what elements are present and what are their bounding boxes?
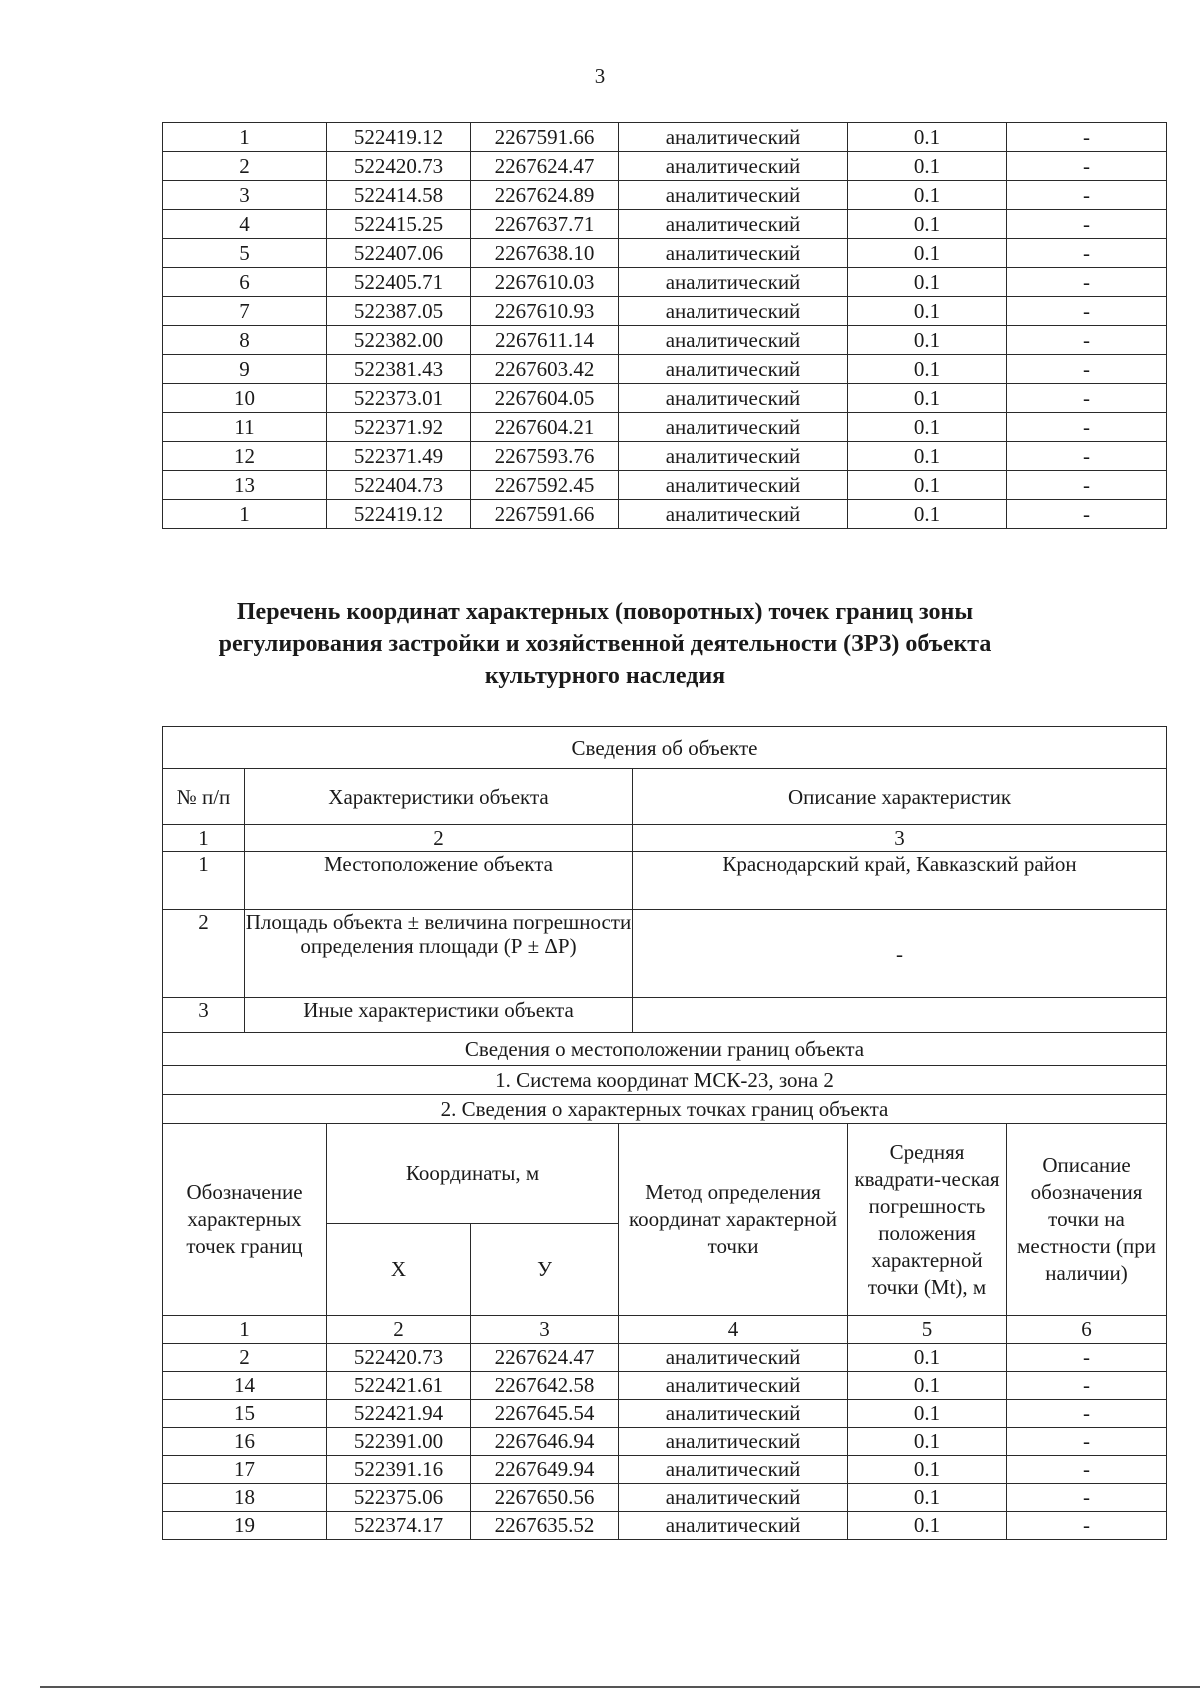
- description-cell: -: [1007, 471, 1167, 500]
- method-cell: аналитический: [619, 1456, 848, 1484]
- description-cell: -: [1007, 326, 1167, 355]
- coord-y-cell: 2267645.54: [471, 1400, 619, 1428]
- description-area: -: [633, 910, 1167, 998]
- coord-y-cell: 2267592.45: [471, 471, 619, 500]
- coord-x-cell: 522404.73: [327, 471, 471, 500]
- column-number: 3: [633, 825, 1167, 852]
- coord-y-cell: 2267603.42: [471, 355, 619, 384]
- mean-square-error-cell: 0.1: [848, 1372, 1007, 1400]
- column-number: 1: [163, 1316, 327, 1344]
- description-cell: -: [1007, 1512, 1167, 1540]
- coord-x-cell: 522387.05: [327, 297, 471, 326]
- boundary-points-table: [162, 1123, 1167, 1540]
- coord-y-cell: 2267635.52: [471, 1512, 619, 1540]
- mean-square-error-cell: 0.1: [848, 442, 1007, 471]
- coord-x-cell: 522421.94: [327, 1400, 471, 1428]
- coord-x-cell: 522420.73: [327, 1344, 471, 1372]
- method-cell: аналитический: [619, 268, 848, 297]
- object-info-header: Сведения об объекте: [163, 727, 1167, 769]
- coord-y-cell: 2267610.03: [471, 268, 619, 297]
- col-designation-header: Обозначение характерных точек границ: [163, 1124, 327, 1316]
- mean-square-error-cell: 0.1: [848, 239, 1007, 268]
- table-row: [163, 442, 1167, 471]
- mean-square-error-cell: 0.1: [848, 152, 1007, 181]
- method-cell: аналитический: [619, 181, 848, 210]
- coord-x-cell: 522415.25: [327, 210, 471, 239]
- col-note-header: Описание обозначения точки на местности (при наличии): [1007, 1124, 1167, 1316]
- col-error-header: Средняя квадрати-ческая погрешность положения характерной точки (Мt), м: [848, 1124, 1007, 1316]
- coord-y-cell: 2267650.56: [471, 1484, 619, 1512]
- method-cell: аналитический: [619, 152, 848, 181]
- points-header: 2. Сведения о характерных точках границ объекта: [163, 1095, 1167, 1124]
- description-cell: -: [1007, 1372, 1167, 1400]
- mean-square-error-cell: 0.1: [848, 1400, 1007, 1428]
- mean-square-error-cell: 0.1: [848, 413, 1007, 442]
- column-number: 3: [471, 1316, 619, 1344]
- description-cell: -: [1007, 297, 1167, 326]
- mean-square-error-cell: 0.1: [848, 1428, 1007, 1456]
- method-cell: аналитический: [619, 326, 848, 355]
- mean-square-error-cell: 0.1: [848, 500, 1007, 529]
- mean-square-error-cell: 0.1: [848, 326, 1007, 355]
- description-cell: -: [1007, 442, 1167, 471]
- col-method-header: Метод определения координат характерной точки: [619, 1124, 848, 1316]
- method-cell: аналитический: [619, 1428, 848, 1456]
- point-id-cell: 10: [163, 384, 327, 413]
- description-cell: -: [1007, 1456, 1167, 1484]
- coord-x-cell: 522391.00: [327, 1428, 471, 1456]
- coord-y-cell: 2267593.76: [471, 442, 619, 471]
- method-cell: аналитический: [619, 355, 848, 384]
- description-cell: -: [1007, 152, 1167, 181]
- method-cell: аналитический: [619, 239, 848, 268]
- table-row: [163, 1428, 1167, 1456]
- col-x-header: Х: [327, 1224, 471, 1316]
- description-cell: -: [1007, 1344, 1167, 1372]
- method-cell: аналитический: [619, 500, 848, 529]
- table-row: [163, 210, 1167, 239]
- table-row: [163, 239, 1167, 268]
- table-row: [163, 181, 1167, 210]
- coord-y-cell: 2267642.58: [471, 1372, 619, 1400]
- coord-x-cell: 522382.00: [327, 326, 471, 355]
- coord-y-cell: 2267637.71: [471, 210, 619, 239]
- description-location: Краснодарский край, Кавказский район: [633, 852, 1167, 910]
- characteristic-other: Иные характеристики объекта: [245, 998, 633, 1033]
- coord-x-cell: 522414.58: [327, 181, 471, 210]
- description-cell: -: [1007, 181, 1167, 210]
- characteristic-area: Площадь объекта ± величина погрешности определения площади (Р ± ΔР): [245, 910, 633, 998]
- coord-y-cell: 2267638.10: [471, 239, 619, 268]
- table-row: [163, 123, 1167, 152]
- col-description-header: Описание характеристик: [633, 769, 1167, 825]
- column-number: 4: [619, 1316, 848, 1344]
- point-id-cell: 5: [163, 239, 327, 268]
- table-row: [163, 152, 1167, 181]
- description-cell: -: [1007, 239, 1167, 268]
- table-row: [163, 471, 1167, 500]
- footer-line: [40, 1686, 1200, 1688]
- col-y-header: У: [471, 1224, 619, 1316]
- description-other: [633, 998, 1167, 1033]
- coord-x-cell: 522371.92: [327, 413, 471, 442]
- mean-square-error-cell: 0.1: [848, 471, 1007, 500]
- point-id-cell: 9: [163, 355, 327, 384]
- point-id-cell: 13: [163, 471, 327, 500]
- coord-y-cell: 2267624.89: [471, 181, 619, 210]
- table-row: [163, 500, 1167, 529]
- method-cell: аналитический: [619, 413, 848, 442]
- mean-square-error-cell: 0.1: [848, 1456, 1007, 1484]
- description-cell: -: [1007, 123, 1167, 152]
- method-cell: аналитический: [619, 1372, 848, 1400]
- column-number: 1: [163, 825, 245, 852]
- table-row: [163, 1512, 1167, 1540]
- location-header: Сведения о местоположении границ объекта: [163, 1033, 1167, 1066]
- point-id-cell: 19: [163, 1512, 327, 1540]
- column-number: 6: [1007, 1316, 1167, 1344]
- row-number: 2: [163, 910, 245, 998]
- mean-square-error-cell: 0.1: [848, 1344, 1007, 1372]
- coord-x-cell: 522374.17: [327, 1512, 471, 1540]
- description-cell: -: [1007, 1428, 1167, 1456]
- coord-y-cell: 2267624.47: [471, 152, 619, 181]
- table-row: [163, 1400, 1167, 1428]
- table-row: [163, 1456, 1167, 1484]
- method-cell: аналитический: [619, 210, 848, 239]
- coord-y-cell: 2267604.05: [471, 384, 619, 413]
- point-id-cell: 7: [163, 297, 327, 326]
- mean-square-error-cell: 0.1: [848, 384, 1007, 413]
- title-line-2: регулирования застройки и хозяйственной деятельности (ЗРЗ) объекта: [218, 631, 992, 657]
- description-cell: -: [1007, 355, 1167, 384]
- coord-x-cell: 522373.01: [327, 384, 471, 413]
- coord-y-cell: 2267646.94: [471, 1428, 619, 1456]
- col-characteristics-header: Характеристики объекта: [245, 769, 633, 825]
- coord-x-cell: 522371.49: [327, 442, 471, 471]
- point-id-cell: 11: [163, 413, 327, 442]
- coord-y-cell: 2267649.94: [471, 1456, 619, 1484]
- coord-x-cell: 522420.73: [327, 152, 471, 181]
- mean-square-error-cell: 0.1: [848, 355, 1007, 384]
- characteristic-location: Местоположение объекта: [245, 852, 633, 910]
- method-cell: аналитический: [619, 297, 848, 326]
- coord-y-cell: 2267604.21: [471, 413, 619, 442]
- coord-x-cell: 522375.06: [327, 1484, 471, 1512]
- method-cell: аналитический: [619, 1512, 848, 1540]
- coord-y-cell: 2267591.66: [471, 123, 619, 152]
- method-cell: аналитический: [619, 1344, 848, 1372]
- point-id-cell: 3: [163, 181, 327, 210]
- col-number-header: № п/п: [163, 769, 245, 825]
- object-info-table: [162, 726, 1167, 1124]
- point-id-cell: 8: [163, 326, 327, 355]
- point-id-cell: 15: [163, 1400, 327, 1428]
- mean-square-error-cell: 0.1: [848, 1512, 1007, 1540]
- point-id-cell: 6: [163, 268, 327, 297]
- mean-square-error-cell: 0.1: [848, 268, 1007, 297]
- coord-x-cell: 522405.71: [327, 268, 471, 297]
- table-row: [163, 326, 1167, 355]
- method-cell: аналитический: [619, 442, 848, 471]
- point-id-cell: 2: [163, 152, 327, 181]
- coord-y-cell: 2267591.66: [471, 500, 619, 529]
- column-number: 2: [245, 825, 633, 852]
- page-number: 3: [594, 64, 606, 88]
- description-cell: -: [1007, 1484, 1167, 1512]
- coord-y-cell: 2267610.93: [471, 297, 619, 326]
- point-id-cell: 14: [163, 1372, 327, 1400]
- mean-square-error-cell: 0.1: [848, 297, 1007, 326]
- method-cell: аналитический: [619, 1400, 848, 1428]
- mean-square-error-cell: 0.1: [848, 210, 1007, 239]
- point-id-cell: 16: [163, 1428, 327, 1456]
- mean-square-error-cell: 0.1: [848, 181, 1007, 210]
- row-number: 1: [163, 852, 245, 910]
- title-line-3: культурного наследия: [484, 663, 726, 689]
- coord-y-cell: 2267611.14: [471, 326, 619, 355]
- point-id-cell: 2: [163, 1344, 327, 1372]
- description-cell: -: [1007, 500, 1167, 529]
- table-row: [163, 1344, 1167, 1372]
- point-id-cell: 1: [163, 500, 327, 529]
- coordinates-table-continued: [162, 122, 1167, 529]
- col-coordinates-header: Координаты, м: [327, 1124, 619, 1224]
- table-row: [163, 1484, 1167, 1512]
- method-cell: аналитический: [619, 123, 848, 152]
- title-line-1: Перечень координат характерных (поворотных) точек границ зоны: [236, 599, 974, 625]
- coord-x-cell: 522421.61: [327, 1372, 471, 1400]
- description-cell: -: [1007, 384, 1167, 413]
- point-id-cell: 17: [163, 1456, 327, 1484]
- column-number: 5: [848, 1316, 1007, 1344]
- row-number: 3: [163, 998, 245, 1033]
- section-title: [150, 596, 1060, 692]
- coord-x-cell: 522381.43: [327, 355, 471, 384]
- point-id-cell: 18: [163, 1484, 327, 1512]
- table-row: [163, 268, 1167, 297]
- method-cell: аналитический: [619, 384, 848, 413]
- table-row: [163, 355, 1167, 384]
- method-cell: аналитический: [619, 1484, 848, 1512]
- coord-x-cell: 522391.16: [327, 1456, 471, 1484]
- point-id-cell: 1: [163, 123, 327, 152]
- description-cell: -: [1007, 1400, 1167, 1428]
- table-row: [163, 297, 1167, 326]
- mean-square-error-cell: 0.1: [848, 123, 1007, 152]
- point-id-cell: 12: [163, 442, 327, 471]
- table-row: [163, 1372, 1167, 1400]
- description-cell: -: [1007, 413, 1167, 442]
- coord-x-cell: 522419.12: [327, 123, 471, 152]
- coord-y-cell: 2267624.47: [471, 1344, 619, 1372]
- table-row: [163, 384, 1167, 413]
- method-cell: аналитический: [619, 471, 848, 500]
- column-number: 2: [327, 1316, 471, 1344]
- coord-x-cell: 522407.06: [327, 239, 471, 268]
- description-cell: -: [1007, 268, 1167, 297]
- coord-x-cell: 522419.12: [327, 500, 471, 529]
- table-row: [163, 413, 1167, 442]
- point-id-cell: 4: [163, 210, 327, 239]
- description-cell: -: [1007, 210, 1167, 239]
- coordinate-system: 1. Система координат МСК-23, зона 2: [163, 1066, 1167, 1095]
- mean-square-error-cell: 0.1: [848, 1484, 1007, 1512]
